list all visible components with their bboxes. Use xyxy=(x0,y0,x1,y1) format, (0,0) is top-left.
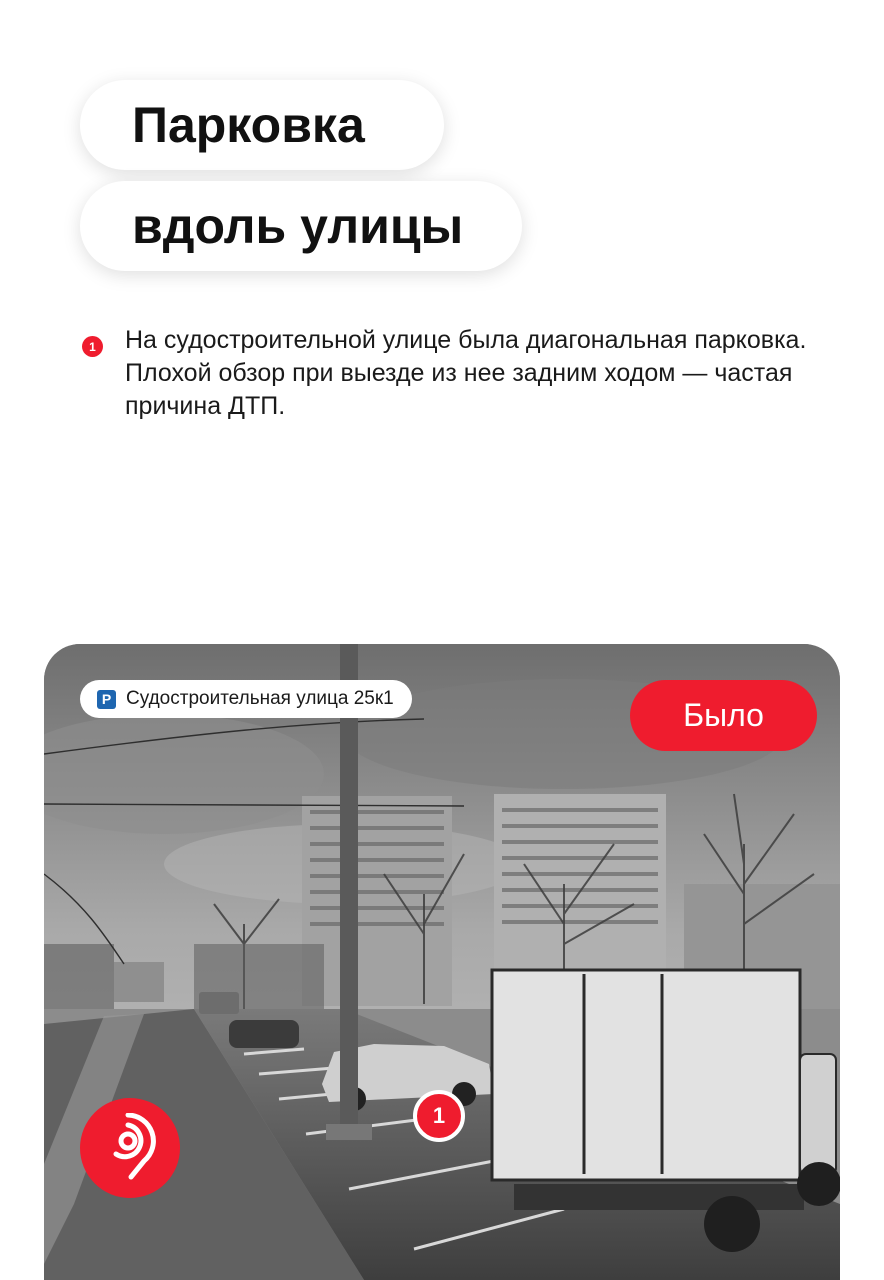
title-line-2 xyxy=(80,181,522,271)
note-marker-badge: 1 xyxy=(82,336,103,357)
address-chip xyxy=(80,680,412,718)
title-line-1 xyxy=(80,80,444,170)
before-state-badge: Было xyxy=(630,680,817,751)
logo-glyph-icon xyxy=(95,1113,165,1183)
address-text: Судостроительная улица 25к1 xyxy=(126,688,394,709)
title-line-1-text: Парковка xyxy=(132,97,365,153)
parking-icon: P xyxy=(97,690,116,709)
photo-marker-badge: 1 xyxy=(413,1090,465,1142)
map-pin-9-logo-icon xyxy=(80,1098,180,1198)
description-text: На судостроительной улице была диагональная парковка. Плохой обзор при выезде из нее задним ходом — частая причина ДТП. xyxy=(125,326,807,420)
title-line-2-text: вдоль улицы xyxy=(132,198,464,254)
street-photo xyxy=(44,644,840,1280)
